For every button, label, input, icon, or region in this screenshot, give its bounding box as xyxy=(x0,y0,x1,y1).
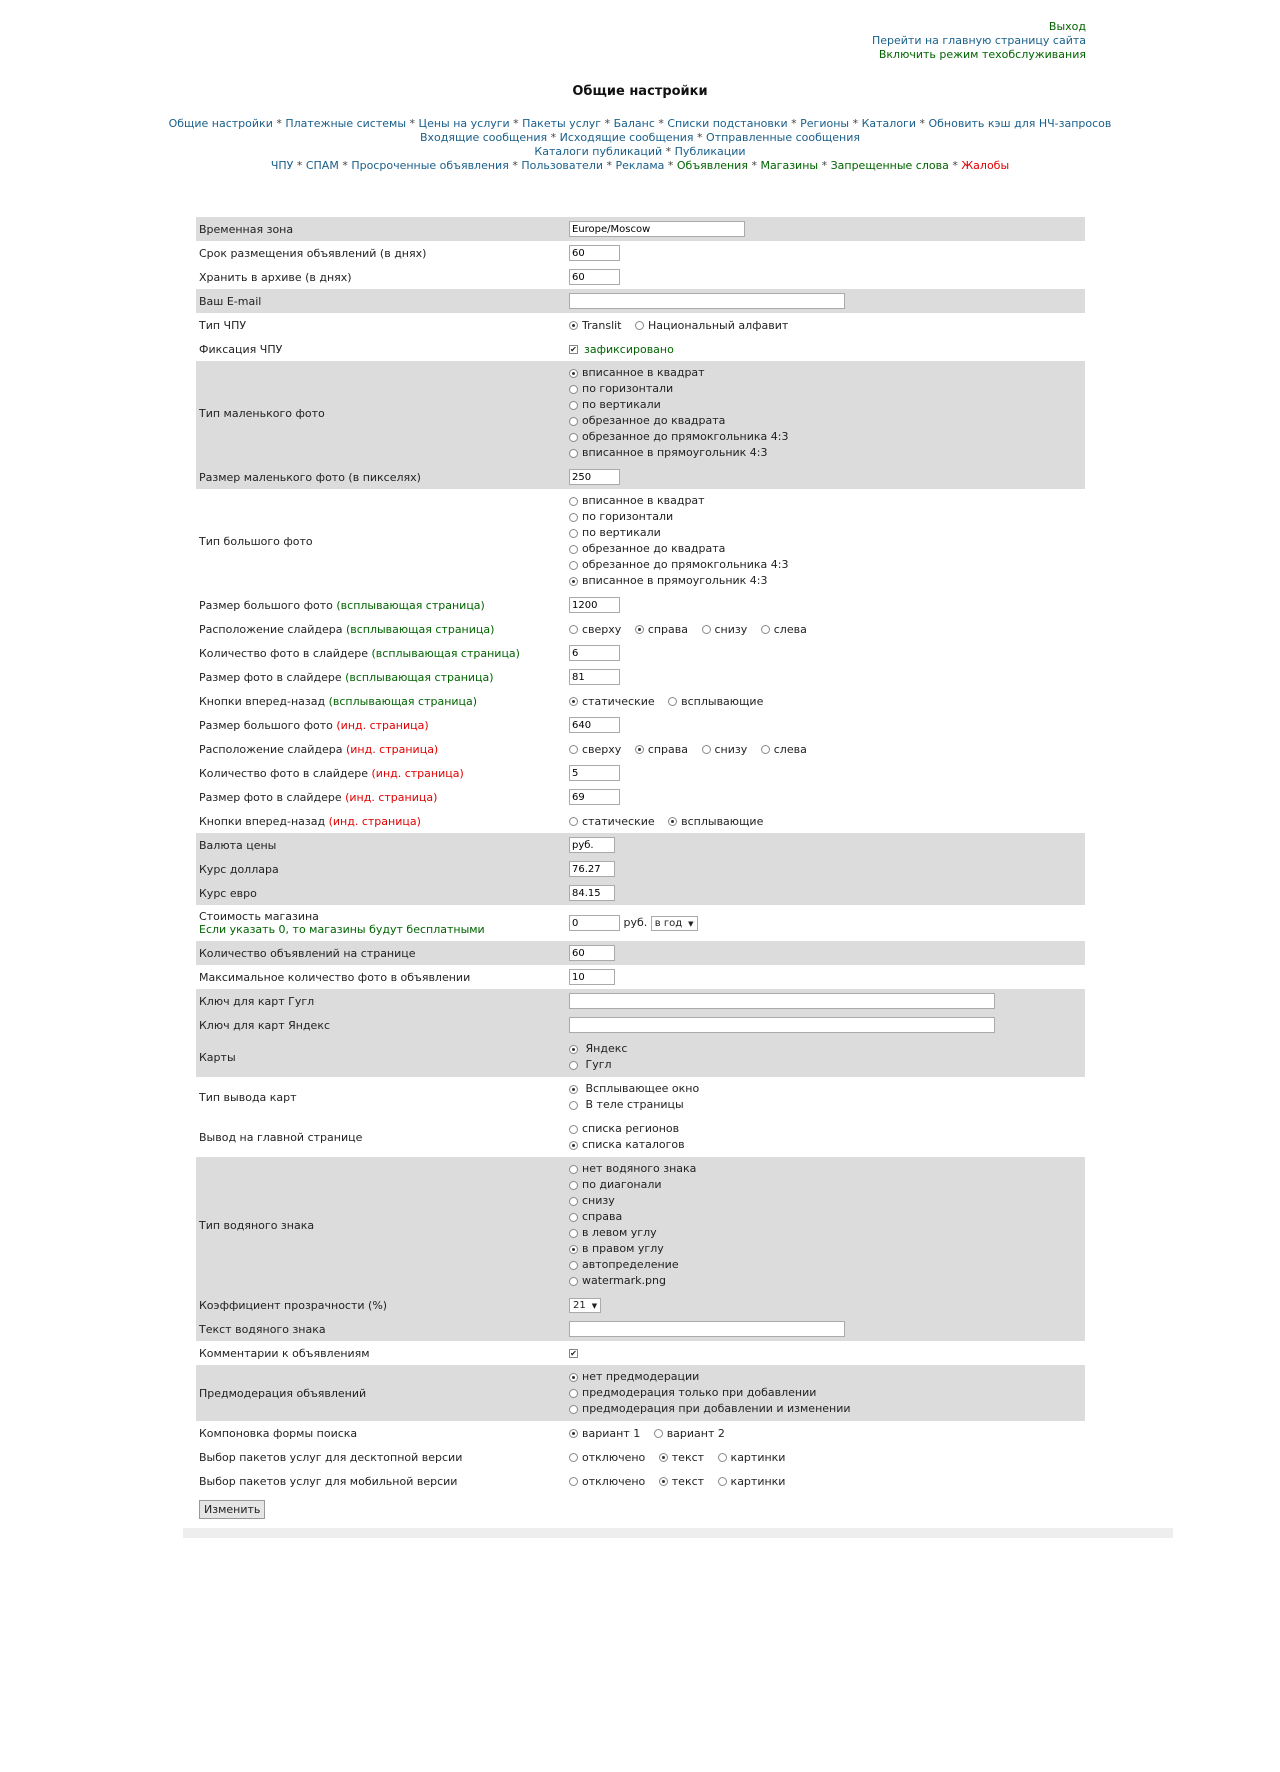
packages-desktop-images-radio[interactable] xyxy=(718,1453,727,1462)
nav-general[interactable]: Общие настройки xyxy=(168,117,273,130)
row-comments xyxy=(196,1341,1085,1365)
google-key-input[interactable] xyxy=(569,993,995,1009)
big-photo-size-popup-hint: (всплывающая страница) xyxy=(336,598,485,612)
big-photo-opt-5-radio[interactable] xyxy=(569,561,578,570)
maps-yandex-radio[interactable] xyxy=(569,1045,578,1054)
row-timezone xyxy=(196,217,1085,241)
packages-desktop-images: картинки xyxy=(730,1450,786,1464)
watermark-opt-7-radio[interactable] xyxy=(569,1261,578,1270)
row-max-photos xyxy=(196,965,1085,989)
packages-mobile-text-radio[interactable] xyxy=(659,1477,668,1486)
maintenance-link[interactable]: Включить режим техобслуживания xyxy=(878,48,1086,61)
small-photo-opt-5-radio[interactable] xyxy=(569,433,578,442)
shop-cost-input[interactable] xyxy=(569,915,620,931)
nav-users[interactable]: Пользователи xyxy=(521,159,604,172)
slider-count-ind-input[interactable] xyxy=(569,765,620,781)
shop-cost-unit: руб. xyxy=(623,916,648,929)
watermark-opt-3: снизу xyxy=(582,1194,615,1207)
nav-catalogs[interactable]: Каталоги xyxy=(861,117,916,130)
row-yandex-key xyxy=(196,1013,1085,1037)
watermark-opt-5: в левом углу xyxy=(582,1226,657,1239)
small-photo-size-input[interactable] xyxy=(569,469,620,485)
packages-desktop-text: текст xyxy=(671,1450,705,1464)
currency-label: Валюта цены xyxy=(196,833,569,857)
shop-cost-period-value: в год xyxy=(654,917,683,929)
row-packages-mobile xyxy=(196,1469,1085,1493)
archive-label: Хранить в архиве (в днях) xyxy=(199,270,352,284)
nav-lists[interactable]: Списки подстановки xyxy=(667,117,788,130)
small-photo-opt-6-radio[interactable] xyxy=(569,449,578,458)
nav-outbox[interactable]: Исходящие сообщения xyxy=(559,131,694,144)
slider-pos-popup-left-radio[interactable] xyxy=(761,625,770,634)
nav-complaints[interactable]: Жалобы xyxy=(961,159,1010,172)
slider-pos-ind-right-radio[interactable] xyxy=(635,745,644,754)
slider-pos-popup-bottom-radio[interactable] xyxy=(702,625,711,634)
watermark-opt-7: автопределение xyxy=(582,1258,679,1271)
slider-pos-popup-right-radio[interactable] xyxy=(635,625,644,634)
row-watermark-text xyxy=(196,1317,1085,1341)
row-watermark-type xyxy=(196,1157,1085,1293)
shop-cost-hint: Если указать 0, то магазины будут бесплатными xyxy=(199,923,485,936)
row-packages-desktop xyxy=(196,1445,1085,1469)
watermark-text-label: Текст водяного знака xyxy=(196,1317,569,1341)
buttons-popup-hint: (всплывающая страница) xyxy=(328,694,478,708)
big-photo-opt-4: обрезанное до квадрата xyxy=(582,542,726,555)
slider-pos-popup-right: справа xyxy=(647,622,688,636)
big-photo-opt-1: вписанное в квадрат xyxy=(582,494,705,507)
map-output-inline: В теле страницы xyxy=(585,1098,684,1111)
big-photo-size-ind-hint: (инд. страница) xyxy=(336,718,429,732)
small-photo-opt-1: вписанное в квадрат xyxy=(582,366,705,379)
slider-count-ind-hint: (инд. страница) xyxy=(371,766,464,780)
slider-count-popup-input[interactable] xyxy=(569,645,620,661)
nav-packages[interactable]: Пакеты услуг xyxy=(522,117,602,130)
big-photo-size-popup-input[interactable] xyxy=(569,597,620,613)
maps-label: Карты xyxy=(196,1037,569,1077)
chpu-translit-radio[interactable] xyxy=(569,321,578,330)
chpu-fix-label: Фиксация ЧПУ xyxy=(199,342,283,356)
max-photos-input[interactable] xyxy=(569,969,615,985)
watermark-opt-8: watermark.png xyxy=(582,1274,666,1287)
slider-pos-ind-bottom-radio[interactable] xyxy=(702,745,711,754)
buttons-ind-hint: (инд. страница) xyxy=(328,814,421,828)
premod-opt-3: предмодерация при добавлении и изменении xyxy=(582,1402,851,1415)
search-layout-label: Компоновка формы поиска xyxy=(199,1426,358,1440)
buttons-popup-static-radio[interactable] xyxy=(569,697,578,706)
row-slider-size-ind xyxy=(196,785,1085,809)
row-small-photo-size xyxy=(196,465,1085,489)
slider-count-popup-hint: (всплывающая страница) xyxy=(371,646,520,660)
nav-chpu[interactable]: ЧПУ xyxy=(270,159,294,172)
slider-size-popup-hint: (всплывающая страница) xyxy=(345,670,494,684)
map-output-popup: Всплывающее окно xyxy=(585,1082,700,1095)
nav-row-1: Общие настройки * Платежные системы * Цены на услуги * Пакеты услуг * Баланс * Списки подстановки * Регионы * Каталоги * Обновить кэш для НЧ-запросов xyxy=(168,117,1112,130)
watermark-opt-1: нет водяного знака xyxy=(582,1162,697,1175)
nav-shops[interactable]: Магазины xyxy=(760,159,819,172)
slider-pos-popup-hint: (всплывающая страница) xyxy=(345,622,495,636)
opacity-select[interactable] xyxy=(569,1298,601,1313)
big-photo-size-popup-label: Размер большого фото xyxy=(199,598,333,612)
packages-mobile-images-radio[interactable] xyxy=(718,1477,727,1486)
search-layout-2-radio[interactable] xyxy=(654,1429,663,1438)
slider-pos-ind-top-radio[interactable] xyxy=(569,745,578,754)
buttons-ind-label: Кнопки вперед-назад xyxy=(199,814,326,828)
row-ads-per-page xyxy=(196,941,1085,965)
chevron-down-icon: ▼ xyxy=(591,1301,598,1310)
opacity-label: Коэффициент прозрачности (%) xyxy=(196,1293,569,1317)
nav-spam[interactable]: СПАМ xyxy=(305,159,339,172)
nav-expired[interactable]: Просроченные объявления xyxy=(351,159,509,172)
timezone-label: Временная зона xyxy=(196,217,569,241)
watermark-opt-1-radio[interactable] xyxy=(569,1165,578,1174)
big-photo-opt-6-radio[interactable] xyxy=(569,577,578,586)
packages-mobile-off-radio[interactable] xyxy=(569,1477,578,1486)
row-opacity xyxy=(196,1293,1085,1317)
nav-inbox[interactable]: Входящие сообщения xyxy=(419,131,548,144)
chevron-down-icon: ▼ xyxy=(688,919,694,928)
slider-pos-popup-label: Расположение слайдера xyxy=(199,622,343,636)
slider-size-ind-input[interactable] xyxy=(569,789,620,805)
slider-count-ind-label: Количество фото в слайдере xyxy=(199,766,368,780)
slider-pos-ind-hint: (инд. страница) xyxy=(345,742,439,756)
settings-table xyxy=(196,217,1085,1525)
slider-pos-popup-left: слева xyxy=(773,622,807,636)
row-premoderation xyxy=(196,1365,1085,1421)
chpu-fix-checkbox[interactable]: ✔ xyxy=(570,345,577,354)
chpu-national-label: Национальный алфавит xyxy=(648,318,789,332)
yandex-key-label: Ключ для карт Яндекс xyxy=(196,1013,569,1037)
small-photo-opt-5: обрезанное до прямокгольника 4:3 xyxy=(582,430,789,443)
packages-desktop-off-radio[interactable] xyxy=(569,1453,578,1462)
submit-button[interactable]: Изменить xyxy=(199,1500,265,1519)
watermark-type-label: Тип водяного знака xyxy=(196,1157,569,1293)
small-photo-size-label: Размер маленького фото (в пикселях) xyxy=(196,465,569,489)
ad-term-input[interactable] xyxy=(569,245,620,261)
ads-per-page-input[interactable] xyxy=(569,945,615,961)
nav-forbidden[interactable]: Запрещенные слова xyxy=(830,159,949,172)
search-layout-2: вариант 2 xyxy=(666,1426,725,1440)
big-photo-opt-3: по вертикали xyxy=(582,526,661,539)
row-currency xyxy=(196,833,1085,857)
small-photo-opt-6: вписанное в прямоугольник 4:3 xyxy=(582,446,768,459)
slider-pos-ind-left: слева xyxy=(773,742,807,756)
ad-term-label: Срок размещения объявлений (в днях) xyxy=(199,246,427,260)
slider-size-ind-label: Размер фото в слайдере xyxy=(199,790,342,804)
row-buttons-ind xyxy=(196,809,1085,833)
packages-desktop-off: отключено xyxy=(582,1450,646,1464)
chpu-translit-label: Translit xyxy=(582,318,622,332)
chpu-type-label: Тип ЧПУ xyxy=(199,318,247,332)
row-email xyxy=(196,289,1085,313)
slider-pos-ind-top: сверху xyxy=(582,742,622,756)
main-page-link[interactable]: Перейти на главную страницу сайта xyxy=(871,34,1086,47)
top-links xyxy=(872,20,1086,62)
maps-google-radio[interactable] xyxy=(569,1061,578,1070)
watermark-opt-8-radio[interactable] xyxy=(569,1277,578,1286)
slider-size-ind-hint: (инд. страница) xyxy=(345,790,438,804)
nav-balance[interactable]: Баланс xyxy=(613,117,655,130)
currency-input[interactable] xyxy=(569,837,615,853)
max-photos-label: Максимальное количество фото в объявлении xyxy=(199,970,471,984)
row-big-photo-size-ind xyxy=(196,713,1085,737)
maps-google: Гугл xyxy=(585,1058,612,1071)
premod-opt-2: предмодерация только при добавлении xyxy=(582,1386,817,1399)
big-photo-opt-1-radio[interactable] xyxy=(569,497,578,506)
slider-pos-ind-bottom: снизу xyxy=(714,742,748,756)
row-usd xyxy=(196,857,1085,881)
big-photo-size-ind-label: Размер большого фото xyxy=(199,718,333,732)
eur-label: Курс евро xyxy=(196,881,569,905)
packages-mobile-off: отключено xyxy=(582,1474,646,1488)
search-layout-1-radio[interactable] xyxy=(569,1429,578,1438)
buttons-popup-popup: всплывающие xyxy=(681,694,764,708)
big-photo-opt-2-radio[interactable] xyxy=(569,513,578,522)
watermark-opt-2: по диагонали xyxy=(582,1178,662,1191)
premod-opt-3-radio[interactable] xyxy=(569,1405,578,1414)
usd-input[interactable] xyxy=(569,861,615,877)
nav-payment[interactable]: Платежные системы xyxy=(285,117,407,130)
buttons-popup-popup-radio[interactable] xyxy=(668,697,677,706)
eur-input[interactable] xyxy=(569,885,615,901)
buttons-popup-label: Кнопки вперед-назад xyxy=(199,694,326,708)
usd-label: Курс доллара xyxy=(196,857,569,881)
watermark-opt-2-radio[interactable] xyxy=(569,1181,578,1190)
slider-pos-popup-bottom: снизу xyxy=(714,622,748,636)
timezone-input[interactable] xyxy=(569,221,745,237)
packages-desktop-label: Выбор пакетов услуг для десктопной версии xyxy=(199,1450,463,1464)
nav-row-2: Входящие сообщения * Исходящие сообщения * Отправленные сообщения xyxy=(419,131,861,144)
buttons-ind-popup: всплывающие xyxy=(681,814,764,828)
small-photo-opt-4: обрезанное до квадрата xyxy=(582,414,726,427)
nav-row-3: Каталоги публикаций * Публикации xyxy=(534,145,746,158)
small-photo-opt-2-radio[interactable] xyxy=(569,385,578,394)
row-eur xyxy=(196,881,1085,905)
row-slider-pos-ind xyxy=(196,737,1085,761)
slider-pos-ind-left-radio[interactable] xyxy=(761,745,770,754)
small-photo-type-label: Тип маленького фото xyxy=(196,361,569,465)
row-slider-size-popup xyxy=(196,665,1085,689)
chpu-fix-value: зафиксировано xyxy=(584,342,674,356)
row-buttons-popup xyxy=(196,689,1085,713)
shop-cost-period-select[interactable] xyxy=(651,916,698,931)
buttons-ind-popup-radio[interactable] xyxy=(668,817,677,826)
nav-ads[interactable]: Объявления xyxy=(676,159,748,172)
nav-regions[interactable]: Регионы xyxy=(800,117,850,130)
nav-sent[interactable]: Отправленные сообщения xyxy=(706,131,861,144)
row-search-layout xyxy=(196,1421,1085,1445)
shop-cost-label: Стоимость магазина xyxy=(199,910,319,923)
small-photo-opt-3-radio[interactable] xyxy=(569,401,578,410)
row-maps xyxy=(196,1037,1085,1077)
main-output-regions-radio[interactable] xyxy=(569,1125,578,1134)
row-slider-count-ind xyxy=(196,761,1085,785)
logout-link[interactable]: Выход xyxy=(1048,20,1086,33)
watermark-opt-3-radio[interactable] xyxy=(569,1197,578,1206)
row-small-photo-type xyxy=(196,361,1085,465)
row-submit xyxy=(196,1493,1085,1525)
big-photo-opt-2: по горизонтали xyxy=(582,510,674,523)
watermark-text-input[interactable] xyxy=(569,1321,845,1337)
slider-count-popup-label: Количество фото в слайдере xyxy=(199,646,368,660)
small-photo-opt-3: по вертикали xyxy=(582,398,661,411)
premod-opt-1-radio[interactable] xyxy=(569,1373,578,1382)
footer-bar xyxy=(183,1528,1173,1538)
watermark-opt-6: в правом углу xyxy=(582,1242,664,1255)
email-label: Ваш E-mail xyxy=(196,289,569,313)
row-shop-cost xyxy=(196,905,1085,941)
watermark-opt-4: справа xyxy=(582,1210,623,1223)
row-chpu-type xyxy=(196,313,1085,337)
email-input[interactable] xyxy=(569,293,845,309)
row-archive xyxy=(196,265,1085,289)
slider-pos-ind-right: справа xyxy=(647,742,688,756)
map-output-label: Тип вывода карт xyxy=(199,1090,297,1104)
big-photo-opt-5: обрезанное до прямокгольника 4:3 xyxy=(582,558,789,571)
big-photo-opt-3-radio[interactable] xyxy=(569,529,578,538)
chpu-national-radio[interactable] xyxy=(635,321,644,330)
big-photo-opt-6: вписанное в прямоугольник 4:3 xyxy=(582,574,768,587)
opacity-value: 21 xyxy=(573,1299,586,1311)
google-key-label: Ключ для карт Гугл xyxy=(196,989,569,1013)
packages-mobile-label: Выбор пакетов услуг для мобильной версии xyxy=(199,1474,458,1488)
page-title: Общие настройки xyxy=(572,84,708,99)
watermark-opt-6-radio[interactable] xyxy=(569,1245,578,1254)
yandex-key-input[interactable] xyxy=(569,1017,995,1033)
big-photo-opt-4-radio[interactable] xyxy=(569,545,578,554)
row-big-photo-type xyxy=(196,489,1085,593)
big-photo-size-ind-input[interactable] xyxy=(569,717,620,733)
slider-size-popup-input[interactable] xyxy=(569,669,620,685)
slider-pos-popup-top-radio[interactable] xyxy=(569,625,578,634)
row-slider-pos-popup xyxy=(196,617,1085,641)
premoderation-label: Предмодерация объявлений xyxy=(196,1365,569,1421)
buttons-ind-static-radio[interactable] xyxy=(569,817,578,826)
maps-yandex: Яндекс xyxy=(585,1042,628,1055)
watermark-opt-5-radio[interactable] xyxy=(569,1229,578,1238)
nav-prices[interactable]: Цены на услуги xyxy=(418,117,510,130)
packages-mobile-text: текст xyxy=(671,1474,705,1488)
row-chpu-fix xyxy=(196,337,1085,361)
buttons-popup-static: статические xyxy=(582,694,655,708)
archive-input[interactable] xyxy=(569,269,620,285)
slider-pos-ind-label: Расположение слайдера xyxy=(199,742,343,756)
packages-desktop-text-radio[interactable] xyxy=(659,1453,668,1462)
row-google-key xyxy=(196,989,1085,1013)
big-photo-type-label: Тип большого фото xyxy=(199,534,313,548)
small-photo-opt-1-radio[interactable] xyxy=(569,369,578,378)
small-photo-opt-4-radio[interactable] xyxy=(569,417,578,426)
nav-cache[interactable]: Обновить кэш для НЧ-запросов xyxy=(928,117,1112,130)
ads-per-page-label: Количество объявлений на странице xyxy=(196,941,569,965)
map-output-inline-radio[interactable] xyxy=(569,1101,578,1110)
row-big-photo-size-popup xyxy=(196,593,1085,617)
premod-opt-2-radio[interactable] xyxy=(569,1389,578,1398)
slider-size-popup-label: Размер фото в слайдере xyxy=(199,670,342,684)
premod-opt-1: нет предмодерации xyxy=(582,1370,700,1383)
nav-row-4: ЧПУ * СПАМ * Просроченные объявления * Пользователи * Реклама * Объявления * Магазины * Запрещенные слова * Жалобы xyxy=(270,159,1010,172)
main-output-catalogs: списка каталогов xyxy=(582,1138,685,1151)
comments-checkbox[interactable]: ✔ xyxy=(570,1349,577,1358)
row-map-output xyxy=(196,1077,1085,1117)
comments-label: Комментарии к объявлениям xyxy=(199,1346,370,1360)
nav-pub-catalogs[interactable]: Каталоги публикаций xyxy=(534,145,663,158)
search-layout-1: вариант 1 xyxy=(582,1426,641,1440)
watermark-opt-4-radio[interactable] xyxy=(569,1213,578,1222)
packages-mobile-images: картинки xyxy=(730,1474,786,1488)
map-output-popup-radio[interactable] xyxy=(569,1085,578,1094)
main-output-label: Вывод на главной странице xyxy=(199,1130,363,1144)
main-output-regions: списка регионов xyxy=(582,1122,680,1135)
buttons-ind-static: статические xyxy=(582,814,655,828)
row-ad-term xyxy=(196,241,1085,265)
small-photo-opt-2: по горизонтали xyxy=(582,382,674,395)
row-main-output xyxy=(196,1117,1085,1157)
nav-ads-banner[interactable]: Реклама xyxy=(615,159,665,172)
main-output-catalogs-radio[interactable] xyxy=(569,1141,578,1150)
nav-publications[interactable]: Публикации xyxy=(674,145,746,158)
slider-pos-popup-top: сверху xyxy=(582,622,622,636)
row-slider-count-popup xyxy=(196,641,1085,665)
admin-nav xyxy=(0,117,1280,173)
